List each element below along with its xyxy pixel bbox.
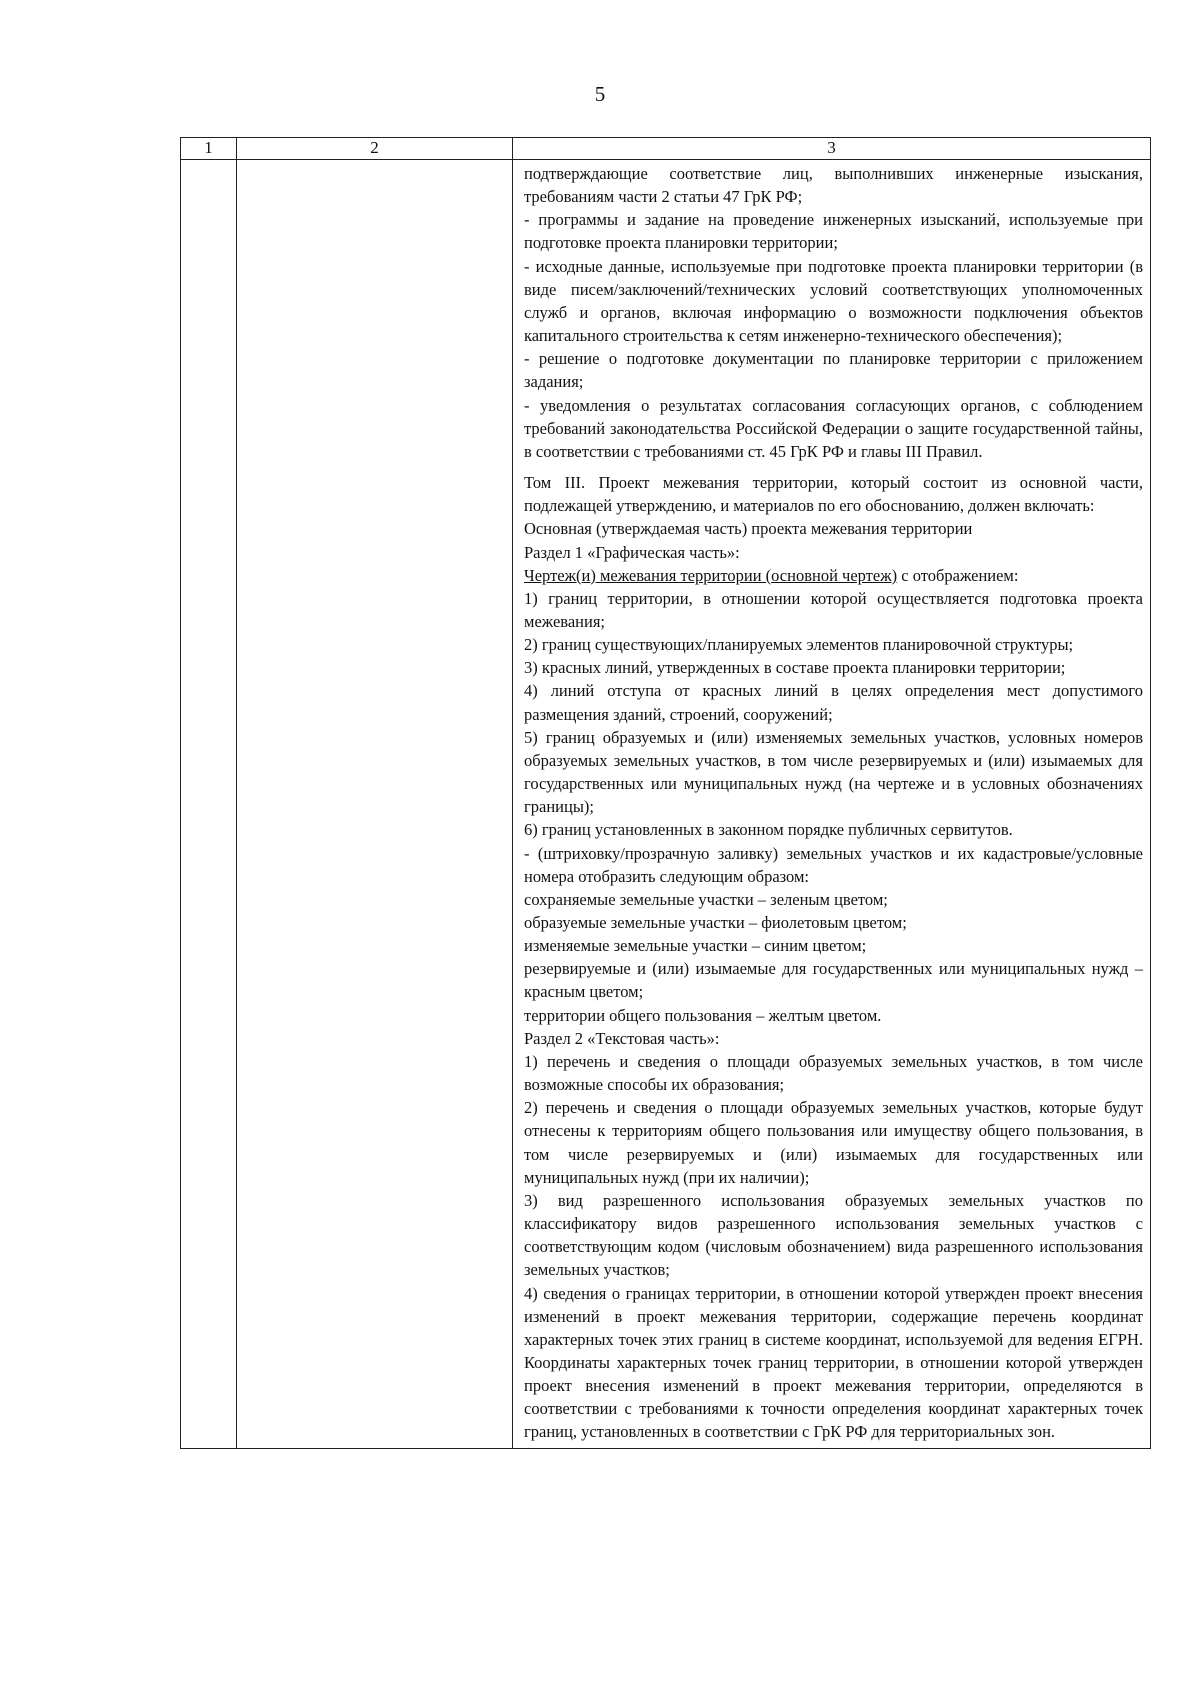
list-item: территории общего пользования – желтым цветом. bbox=[524, 1005, 882, 1025]
column-header-1: 1 bbox=[181, 138, 237, 160]
list-item: 3) вид разрешенного использования образуемых земельных участков по классификатору видов разрешенного использования земельных участков с соответствующим кодом (числовым обозначением) вида разрешенного использования земельных участков; bbox=[524, 1190, 1143, 1280]
drawing-line bbox=[524, 564, 1143, 587]
volume-3-intro: Том III. Проект межевания территории, который состоит из основной части, подлежащей утверждению, и материалов по его обоснованию, должен включать: bbox=[524, 473, 1143, 516]
paragraph: - уведомления о результатах согласования согласующих органов, с соблюдением требований законодательства Российской Федерации о защите государственной тайны, в соответствии с требованиями ст. 45 ГрК РФ и главы III Правил. bbox=[524, 395, 1143, 461]
paragraph: - программы и задание на проведение инженерных изысканий, используемые при подготовке проекта планировки территории; bbox=[524, 210, 1143, 253]
list-item: сохраняемые земельные участки – зеленым цветом; bbox=[524, 889, 888, 909]
column-header-3: 3 bbox=[513, 138, 1151, 160]
table-header-row bbox=[181, 138, 1151, 160]
main-part-title: Основная (утверждаемая часть) проекта межевания территории bbox=[524, 519, 973, 539]
list-item: - (штриховку/прозрачную заливку) земельных участков и их кадастровые/условные номера отобразить следующим образом: bbox=[524, 843, 1143, 886]
list-item: 1) границ территории, в отношении которой осуществляется подготовка проекта межевания; bbox=[524, 588, 1143, 631]
table-row bbox=[181, 160, 1151, 1449]
cell-col3 bbox=[513, 160, 1151, 1449]
paragraph: - решение о подготовке документации по планировке территории с приложением задания; bbox=[524, 349, 1143, 392]
list-item: 2) границ существующих/планируемых элементов планировочной структуры; bbox=[524, 635, 1074, 655]
list-item: 4) линий отступа от красных линий в целях определения мест допустимого размещения зданий, строений, сооружений; bbox=[524, 681, 1143, 724]
list-item: 3) красных линий, утвержденных в составе проекта планировки территории; bbox=[524, 658, 1066, 678]
section-2-title: Раздел 2 «Текстовая часть»: bbox=[524, 1028, 720, 1048]
volume-3-block bbox=[524, 471, 1143, 1444]
paragraph: - исходные данные, используемые при подготовке проекта планировки территории (в виде писем/заключений/технических условий соответствующих уполномоченных служб и органов, включая информацию о возможности подключения объектов капитального строительства к сетям инженерно-технического обеспечения); bbox=[524, 256, 1143, 346]
list-item: 1) перечень и сведения о площади образуемых земельных участков, в том числе возможные способы их образования; bbox=[524, 1051, 1143, 1095]
drawing-underlined: Чертеж(и) межевания территории (основной чертеж) bbox=[524, 565, 898, 585]
document-table bbox=[180, 137, 1151, 1449]
list-item: 6) границ установленных в законном порядке публичных сервитутов. bbox=[524, 820, 1013, 840]
section-1-title: Раздел 1 «Графическая часть»: bbox=[524, 542, 740, 562]
list-item: 4) сведения о границах территории, в отношении которой утвержден проект внесения изменений в проект межевания территории, содержащие перечень координат характерных точек этих границ в системе координат, используемой для ведения ЕГРН. Координаты характерных точек границ территории, в отношении которой утвержден проект внесения изменений в проект межевания территории, определяются в соответствии с требованиями к точности определения координат характерных точек границ, установленных в соответствии с ГрК РФ для территориальных зон. bbox=[524, 1283, 1143, 1442]
cell-col3-text bbox=[513, 160, 1150, 1448]
paragraph: подтверждающие соответствие лиц, выполнивших инженерные изыскания, требованиям части 2 статьи 47 ГрК РФ; bbox=[524, 164, 1143, 207]
cell-col1 bbox=[181, 160, 237, 1449]
column-header-2: 2 bbox=[237, 138, 513, 160]
list-item: образуемые земельные участки – фиолетовым цветом; bbox=[524, 913, 907, 932]
drawing-rest: с отображением: bbox=[897, 565, 1019, 585]
page-number: 5 bbox=[594, 82, 606, 106]
cell-col2 bbox=[237, 160, 513, 1449]
list-item: изменяемые земельные участки – синим цветом; bbox=[524, 936, 867, 956]
list-item: 2) перечень и сведения о площади образуемых земельных участков, которые будут отнесены к территориям общего пользования или имуществу общего пользования, в том числе резервируемых и (или) изымаемых для государственных или муниципальных нужд (при их наличии); bbox=[524, 1098, 1143, 1187]
list-item: 5) границ образуемых и (или) изменяемых земельных участков, условных номеров образуемых земельных участков, в том числе резервируемых и (или) изымаемых для государственных или муниципальных нужд (на чертеже и в условных обозначениях границы); bbox=[524, 727, 1143, 817]
list-item: резервируемые и (или) изымаемые для государственных или муниципальных нужд – красным цветом; bbox=[524, 959, 1143, 1002]
